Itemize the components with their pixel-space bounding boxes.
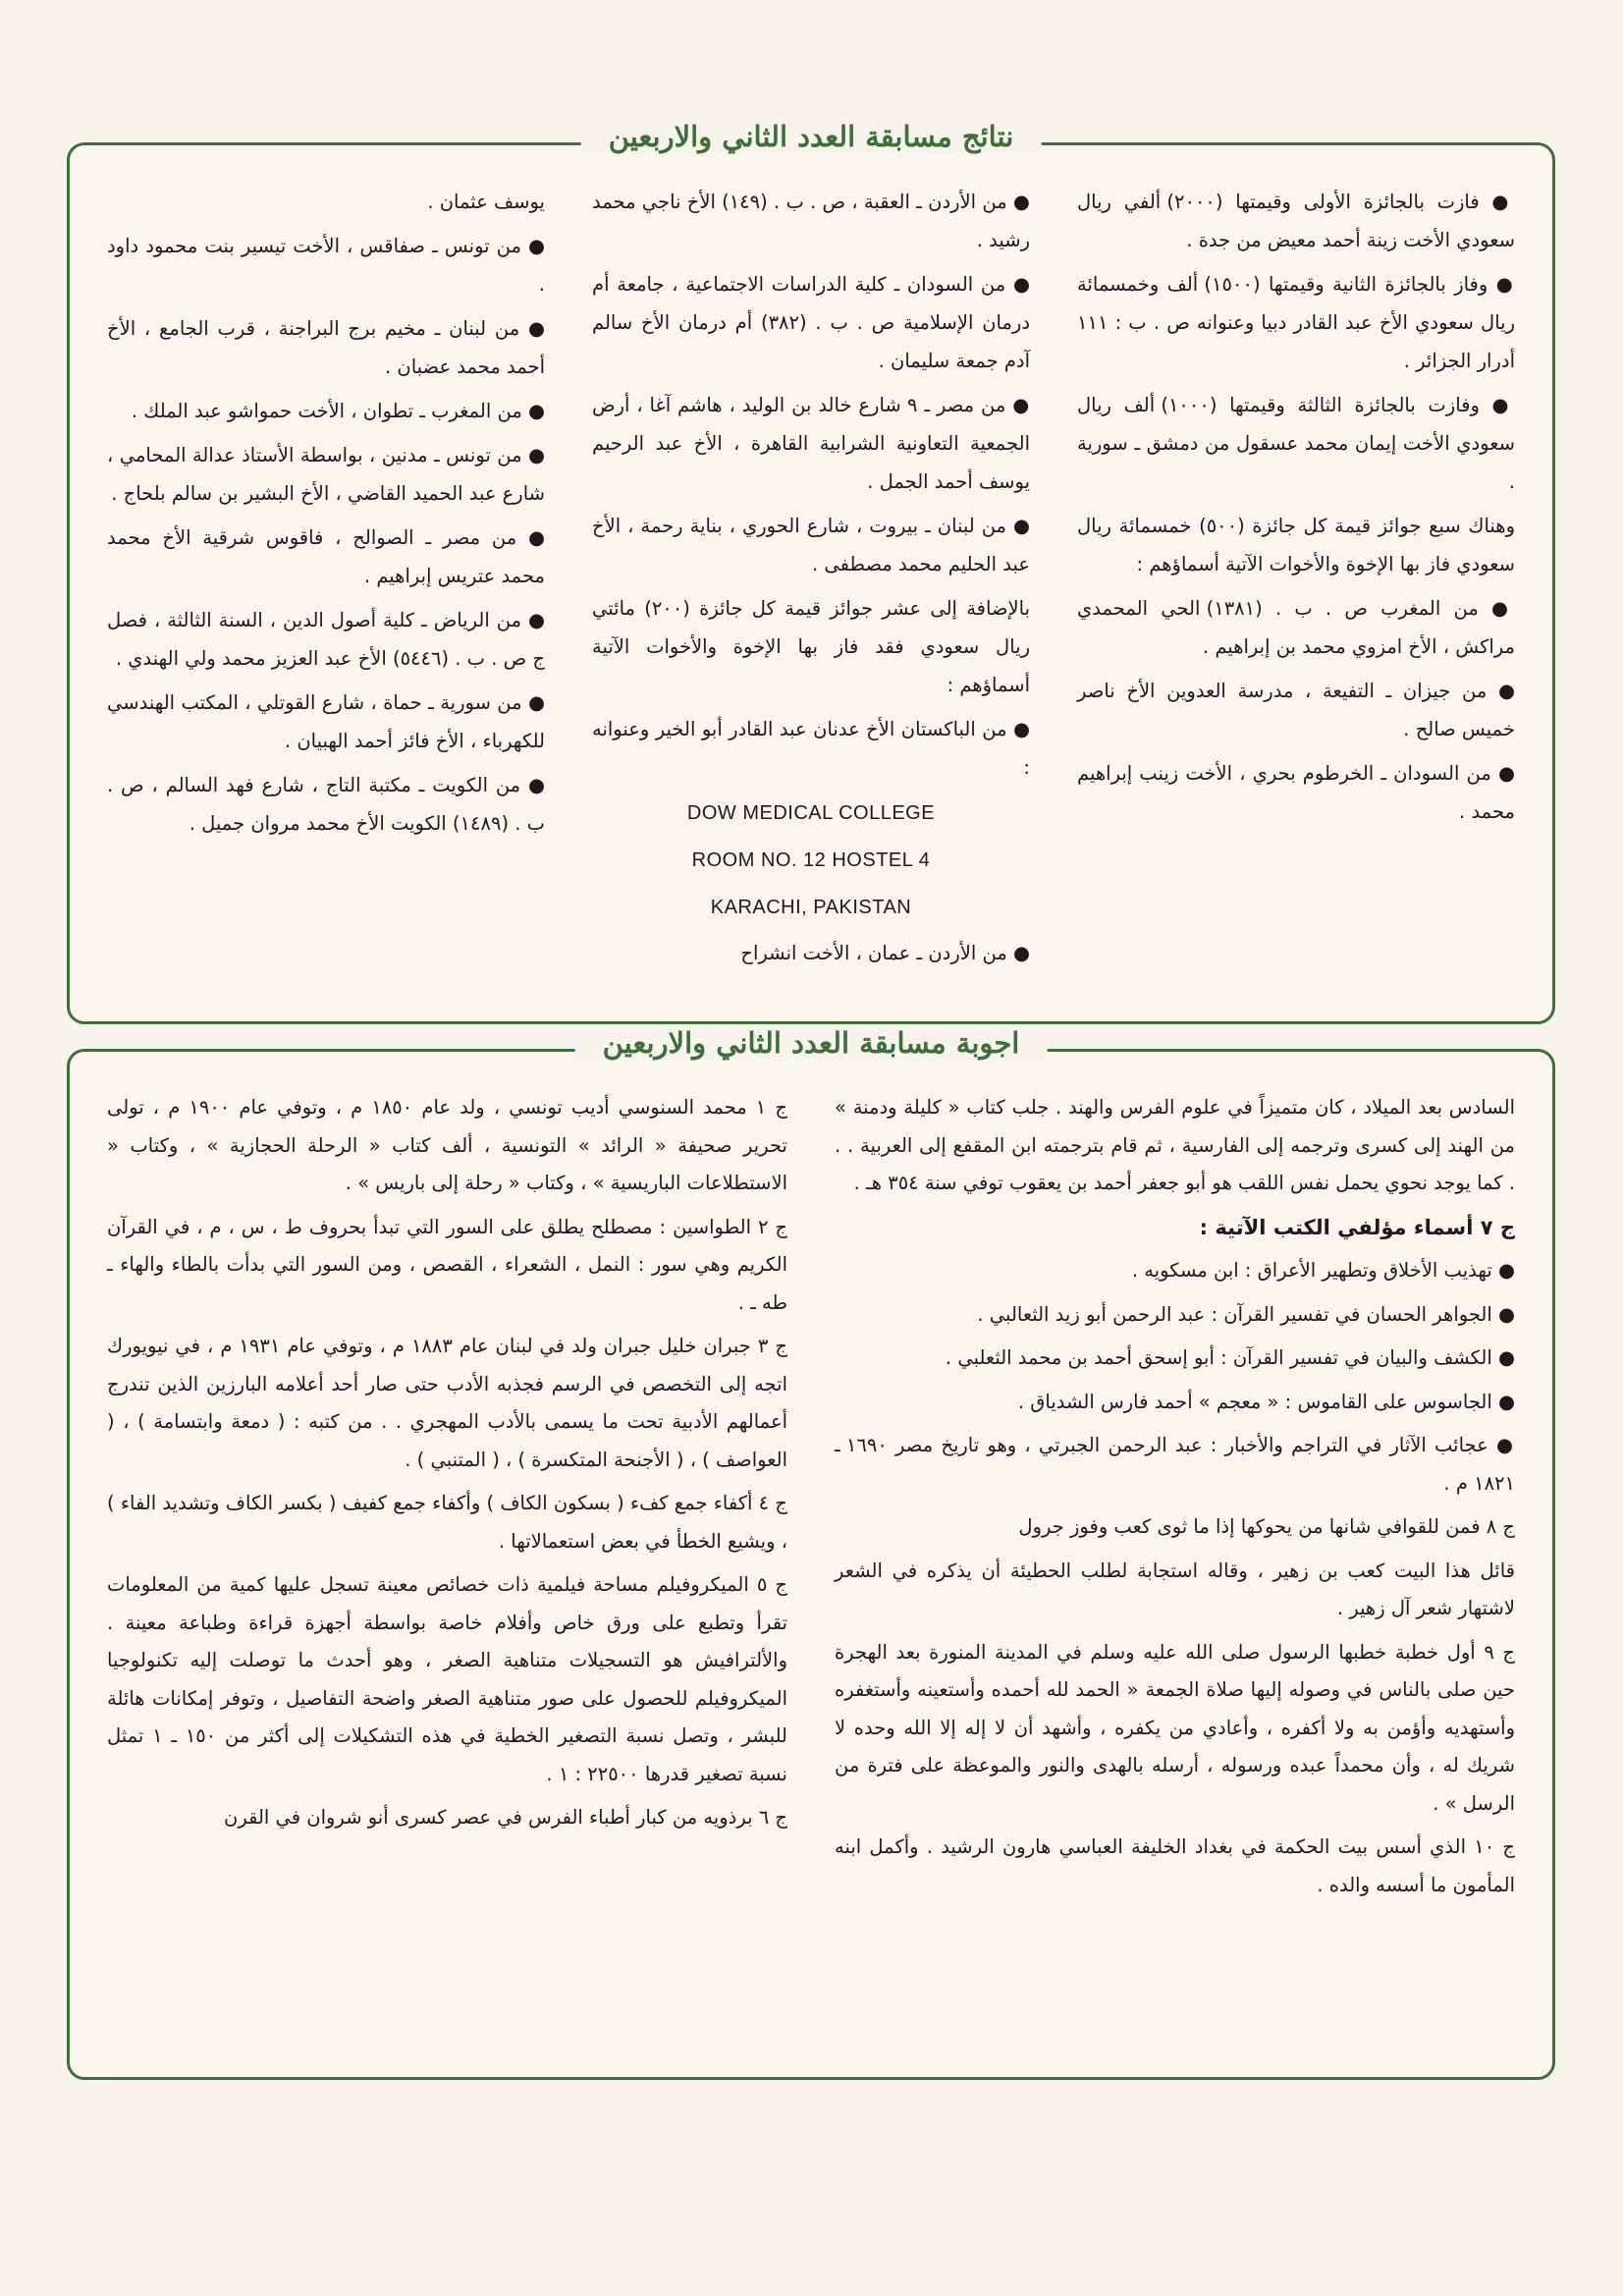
results-paragraph: ● من الكويت ـ مكتبة التاج ، شارع فهد السالم ، ص . ب . (١٤٨٩) الكويت الأخ محمد مروان جميل . bbox=[107, 774, 545, 835]
address-line: DOW MEDICAL COLLEGE bbox=[686, 802, 936, 824]
results-paragraph: ● من السودان ـ الخرطوم بحري ، الأخت زينب إبراهيم محمد . bbox=[1077, 762, 1515, 823]
results-paragraph: ● فازت بالجائزة الأولى وقيمتها (٢٠٠٠) ألفي ريال سعودي الأخت زينة أحمد معيض من جدة . bbox=[1077, 191, 1515, 251]
results-paragraph: بالإضافة إلى عشر جوائز قيمة كل جائزة (٢٠٠) مائتي ريال سعودي فقد فاز بها الإخوة والأخوات الآتية أسماؤهم : bbox=[592, 597, 1030, 696]
results-paragraph: وهناك سبع جوائز قيمة كل جائزة (٥٠٠) خمسمائة ريال سعودي فاز بها الإخوة والأخوات الآتية أسماؤهم : bbox=[1077, 515, 1515, 575]
results-paragraph: ● من المغرب ص . ب . (١٣٨١) الحي المحمدي مراكش ، الأخ امزوي محمد بن إبراهيم . bbox=[1077, 597, 1515, 658]
answer-paragraph: ج ٨ فمن للقوافي شانها من يحوكها إذا ما ثوى كعب وفوز جرول bbox=[1018, 1515, 1515, 1538]
results-paragraph: ● وفازت بالجائزة الثالثة وقيمتها (١٠٠٠) ألف ريال سعودي الأخت إيمان محمد عسقول من دمشق ـ سورية . bbox=[1077, 394, 1515, 493]
answer-paragraph: ج ٩ أول خطبة خطبها الرسول صلى الله عليه وسلم في المدينة المنورة بعد الهجرة حين صلى بالناس في وصوله إليها صلاة الجمعة « الحمد لله أحمده وأستعينه وأستغفره وأستهديه وأؤمن به ولا أكفره ، وأعادي من يكفره ، وأشهد أن لا إله إلا الله وحده لا شريك له ، وأن محمداً عبده ورسوله ، أرسله بالهدى والنور والموعظة على فترة من الرسل » . bbox=[835, 1640, 1515, 1815]
answer-paragraph: ج ٦ برذويه من كبار أطباء الفرس في عصر كسرى أنو شروان في القرن bbox=[224, 1806, 787, 1829]
answer-item: ● الكشف والبيان في تفسير القرآن : أبو إسحق أحمد بن محمد الثعلبي . bbox=[945, 1346, 1515, 1369]
results-paragraph: ● من مصر ـ ٩ شارع خالد بن الوليد ، هاشم آغا ، أرض الجمعية التعاونية الشرابية القاهرة ، الأخ عبد الرحيم يوسف أحمد الجمل . bbox=[592, 394, 1030, 493]
address-line: KARACHI, PAKISTAN bbox=[710, 897, 912, 918]
results-paragraph: يوسف عثمان . bbox=[427, 191, 545, 213]
results-title: نتائج مسابقة العدد الثاني والاربعين bbox=[581, 120, 1042, 153]
answer-paragraph: ج ٣ جبران خليل جبران ولد في لبنان عام ١٨٨٣ م ، وتوفي عام ١٩٣١ م ، في نيويورك اتجه إلى التخصص في الرسم فجذبه الأدب حتى صار أحد أعلامه البارزين الذين تندرج أعمالهم الأدبية تحت ما يسمى بالأدب المهجري . . من كتبه : ( دمعة وابتسامة ) ، ( العواصف ) ، ( الأجنحة المتكسرة ) ، ( المتنبي ) . bbox=[107, 1335, 787, 1471]
answer-paragraph: ج ٤ أكفاء جمع كفء ( بسكون الكاف ) وأكفاء جمع كفيف ( بكسر الكاف وتشديد الفاء ) ، ويشيع الخطأ في بعض استعمالاتها . bbox=[107, 1492, 787, 1553]
results-paragraph: ● من لبنان ـ بيروت ، شارع الحوري ، بناية رحمة ، الأخ عبد الحليم محمد مصطفى . bbox=[592, 515, 1030, 575]
answer-item: ● عجائب الآثار في التراجم والأخبار : عبد الرحمن الجبرتي ، وهو تاريخ مصر ١٦٩٠ ـ ١٨٢١ م . bbox=[835, 1434, 1515, 1495]
answer-item: ● تهذيب الأخلاق وتطهير الأعراق : ابن مسكويه . bbox=[1131, 1259, 1515, 1282]
answer-item: ● الجواهر الحسان في تفسير القرآن : عبد الرحمن أبو زيد الثعالبي . bbox=[977, 1302, 1515, 1326]
answers-section bbox=[67, 1026, 1555, 2080]
results-paragraph: ● من الباكستان الأخ عدنان عبد القادر أبو الخير وعنوانه : bbox=[592, 718, 1030, 779]
results-column-left bbox=[83, 183, 568, 1010]
results-column-middle bbox=[568, 183, 1054, 1010]
results-paragraph: ● من سورية ـ حماة ، شارع القوتلي ، المكتب الهندسي للكهرباء ، الأخ فائز أحمد الهبيان . bbox=[107, 691, 545, 752]
results-paragraph: ● من السودان ـ كلية الدراسات الاجتماعية ، جامعة أم درمان الإسلامية ص . ب . (٣٨٢) أم درمان الأخ سالم آدم جمعة سليمان . bbox=[592, 273, 1031, 372]
results-paragraph: ● من الرياض ـ كلية أصول الدين ، السنة الثالثة ، فصل ج ص . ب . (٥٤٤٦) الأخ عبد العزيز محمد ولي الهندي . bbox=[107, 609, 545, 670]
answer-paragraph: السادس بعد الميلاد ، كان متميزاً في علوم الفرس والهند . جلب كتاب « كليلة ودمنة » من الهند إلى كسرى وترجمه إلى الفارسية ، ثم قام بترجمته ابن المقفع إلى العربية . . . كما يوجد نحوي يحمل نفس اللقب هو أبو جعفر أحمد بن يعقوب توفي سنة ٣٥٤ هـ . bbox=[835, 1096, 1515, 1194]
results-column-right bbox=[1054, 183, 1539, 1010]
answer-paragraph: ج ١ محمد السنوسي أديب تونسي ، ولد عام ١٨٥٠ م ، وتوفي عام ١٩٠٠ م ، تولى تحرير صحيفة « الرائد » التونسية ، ألف كتاب « الرحلة الحجازية » ، وكتاب « الاستطلاعات الباريسية » ، وكتاب « رحلة إلى باريس » . bbox=[107, 1096, 787, 1194]
results-paragraph: ● من تونس ـ مدنين ، بواسطة الأستاذ عدالة المحامي ، شارع عبد الحميد القاضي ، الأخ البشير بن سالم بلحاج . bbox=[107, 444, 545, 505]
results-paragraph: ● من الأردن ـ عمان ، الأخت انشراح bbox=[740, 942, 1030, 964]
results-paragraph: ● وفاز بالجائزة الثانية وقيمتها (١٥٠٠) ألف وخمسمائة ريال سعودي الأخ عبد القادر دبيا وعنوانه ص . ب : ١١١ أدرار الجزائر . bbox=[1077, 273, 1515, 372]
results-paragraph: ● من مصر ـ الصوالح ، فاقوس شرقية الأخ محمد محمد عتريس إبراهيم . bbox=[107, 526, 545, 587]
answer-item: ● الجاسوس على القاموس : « معجم » أحمد فارس الشدياق . bbox=[1017, 1390, 1515, 1413]
results-paragraph: ● من المغرب ـ تطوان ، الأخت حمواشو عبد الملك . bbox=[131, 400, 545, 422]
answer-paragraph: ج ٥ الميكروفيلم مساحة فيلمية ذات خصائص معينة تسجل عليها كمية من المعلومات تقرأ وتطبع على ورق خاص وأفلام خاصة بواسطة أجهزة قراءة وطباعة معينة . والألترافيش هو التسجيلات متناهية الصغر ، وهو أحدث ما توصلت إليه تكنولوجيا الميكروفيلم للحصول على صور متناهية الصغر واضحة التفاصيل ، وتوفر إمكانات هائلة للبشر ، وتصل نسبة التصغير الخطية في هذه التشكيلات إلى أكثر من ١٥٠ ـ ١ تمثل نسبة تصغير قدرها ٢٢٥٠٠ : ١ . bbox=[107, 1573, 787, 1785]
address-line: ROOM NO. 12 HOSTEL 4 bbox=[691, 849, 931, 871]
answers-column-right bbox=[811, 1089, 1539, 2065]
answers-column-left bbox=[83, 1089, 811, 2065]
results-paragraph: ● من لبنان ـ مخيم برج البراجنة ، قرب الجامع ، الأخ أحمد محمد عضبان . bbox=[107, 317, 545, 378]
results-section bbox=[67, 120, 1555, 1024]
results-columns bbox=[83, 183, 1539, 1010]
answer-paragraph: ج ٢ الطواسين : مصطلح يطلق على السور التي تبدأ بحروف ط ، س ، م ، في القرآن الكريم وهي سور : النمل ، الشعراء ، القصص ، ومن السور التي بدأت بالطاء والهاء ـ طه ـ . bbox=[107, 1215, 787, 1314]
answers-columns bbox=[83, 1089, 1539, 2065]
answers-title: اجوبة مسابقة العدد الثاني والاربعين bbox=[575, 1026, 1048, 1060]
answer-paragraph: قائل هذا البيت كعب بن زهير ، وقاله استجابة لطلب الحطيئة أن يذكره في الشعر لاشتهار شعر آل زهير . bbox=[835, 1558, 1515, 1619]
results-paragraph: ● من تونس ـ صفاقس ، الأخت تيسير بنت محمود داود . bbox=[107, 235, 545, 296]
results-paragraph: ● من جيزان ـ التفيعة ، مدرسة العدوين الأخ ناصر خميس صالح . bbox=[1077, 680, 1515, 740]
answer-paragraph: ج ١٠ الذي أسس بيت الحكمة في بغداد الخليفة العباسي هارون الرشيد . وأكمل ابنه المأمون ما أسسه والده . bbox=[835, 1835, 1515, 1896]
results-paragraph: ● من الأردن ـ العقبة ، ص . ب . (١٤٩) الأخ ناجي محمد رشيد . bbox=[592, 191, 1030, 251]
answer-heading: ج ٧ أسماء مؤلفي الكتب الآتية : bbox=[1199, 1215, 1515, 1239]
